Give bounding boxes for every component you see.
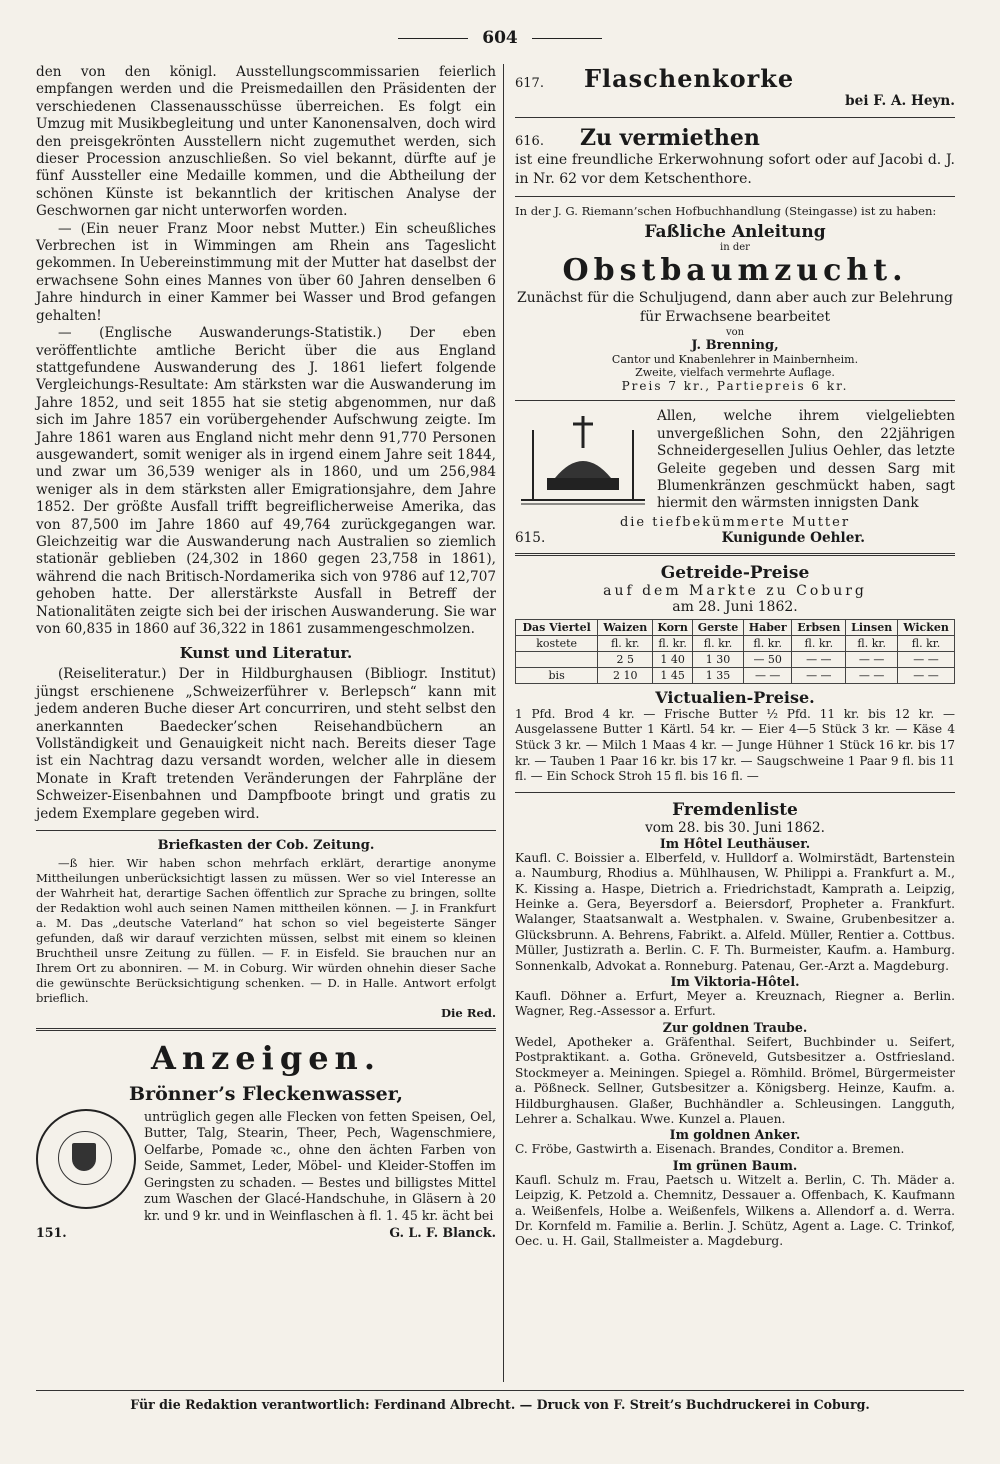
ad-617-title: Flaschenkorke	[583, 64, 795, 93]
table-cell: 2 10	[598, 667, 653, 683]
fremden-date: vom 28. bis 30. Juni 1862.	[645, 819, 825, 836]
table-header-cell: Gerste	[693, 619, 744, 635]
table-row	[516, 667, 955, 683]
victualien-title: Victualien-Preise.	[655, 687, 815, 707]
table-cell: 1 30	[693, 651, 744, 667]
right-column	[515, 64, 955, 1250]
ad-617	[515, 64, 955, 93]
divider	[515, 792, 955, 793]
briefkasten-signature: Die Red.	[440, 1006, 496, 1021]
divider	[515, 196, 955, 197]
left-column	[36, 64, 496, 1240]
table-header-cell: Wicken	[898, 619, 955, 635]
table-row	[516, 635, 955, 651]
broenner-seal-logo	[36, 1109, 136, 1209]
ad-616	[515, 125, 955, 151]
table-cell: — —	[898, 667, 955, 683]
table-cell: fl. kr.	[653, 635, 693, 651]
article-emigration: — (Englische Auswanderungs-Statistik.) Der eben veröffentlichte amtliche Bericht über die aus England stattgefundene Auswanderung des J. 1861 liefert folgende Vergleichungs-Resultate: Am stärksten war die Auswanderung im Jahre 1852, und seit 1855 hat sie stetig abgenommen, nur daß sich im Jahre 1857 ein vorübergehender Aufschwung zeigte. Im Jahre 1861 waren aus England nicht mehr denn 91,770 Personen ausgewandert, somit weniger als in irgend einem Jahre seit 1844, und zwar um 36,539 weniger als in 1860, und um 256,984 weniger als in dem stärksten aller Emigrationsjahre, dem Jahre 1852. Der größte Ausfall trifft begreiflicherweise Amerika, das von 87,500 im Jahre 1860 auf 49,764 zurückgegangen war. Gleichzeitig war die Auswanderung nach Australien so ziemlich stationär geblieben (24,302 in 1860 gegen 23,758 in 1861), während die nach Britisch-Nordamerika sich von 9786 auf 12,707 gehoben hatte. Der allerstärkste Ausfall in Betreff der Nationalitäten zeigte sich bei der irischen Auswanderung. Sie war von 60,835 in 1860 auf 36,322 in 1861 zusammengeschmolzen.	[36, 325, 496, 637]
divider	[515, 553, 955, 556]
hotel-name: Im Viktoria-Hôtel.	[670, 974, 800, 990]
thanks-signer: Kunigunde Oehler.	[721, 529, 865, 546]
page-number: 604	[0, 28, 1000, 48]
book-author-title: Cantor und Knabenlehrer in Mainbernheim.	[611, 353, 859, 367]
hotel-guests: C. Fröbe, Gastwirth a. Eisenach. Brandes, Conditor a. Bremen.	[515, 1142, 905, 1157]
table-cell: fl. kr.	[744, 635, 792, 651]
hotel-guests: Kaufl. C. Boissier a. Elberfeld, v. Hulldorf a. Wolmirstädt, Bartenstein a. Naumburg, Rhodius a. Mühlhausen, W. Philippi a. Frankfurt a. M., K. Kissing a. Haspe, Dietrich a. Friedrichstadt, Kamprath a. Leipzig, Heinke a. Gera, Beyersdorf a. Beiersdorf, Propheter a. Frankfurt. Walanger, Staatsanwalt a. Westphalen. v. Swaine, Grubenbesitzer a. Glücksbrunn. A. Behrens, Fabrikt. a. Alfeld. Müller, Rentier a. Cottbus. Müller, Justizrath a. Berlin. C. F. Th. Burmeister, Kaufm. a. Hamburg. Sonnenkalb, Advokat a. Ronneburg. Patenau, Ger.-Arzt a. Magdeburg.	[515, 850, 955, 973]
table-cell: kostete	[516, 635, 598, 651]
table-header-cell: Linsen	[846, 619, 898, 635]
fremden-title: Fremdenliste	[672, 799, 798, 820]
hotel-name: Zur goldnen Traube.	[662, 1019, 808, 1035]
broenner-footer	[36, 1225, 496, 1240]
table-body	[516, 635, 955, 683]
briefkasten-text: —ß hier. Wir haben schon mehrfach erklärt, derartige anonyme Mittheilungen unberücksichtigt lassen zu müssen. Wer so viel Interesse an der Wahrheit hat, derartige Sachen öffentlich zur Sprache zu bringen, sollte der Redaktion wohl auch seinen Namen mittheilen können. — J. in Frankfurt a. M. Das „deutsche Vaterland“ hat schon so viel begeisterte Sänger gefunden, daß wir darauf verzichten müssen, selbst mit einem so kleinen Bruchtheil unsre Zeitung zu füllen. — F. in Eisfeld. Sie brauchen nur an Ihrem Ort zu abonniren. — M. in Coburg. Wir würden ohnehin dieser Sache die gewünschte Berücksichtigung schenken. — D. in Halle. Antwort erfolgt brieflich.	[36, 856, 496, 1006]
hotel-name: Im goldnen Anker.	[669, 1127, 801, 1143]
thanks-ad	[515, 408, 955, 512]
hotel-name: Im Hôtel Leuthäuser.	[659, 835, 811, 851]
table-header-cell: Haber	[744, 619, 792, 635]
book-author: J. Brenning,	[691, 338, 779, 354]
table-header-cell: Erbsen	[792, 619, 846, 635]
book-von: von	[725, 327, 745, 339]
table-cell: 1 40	[653, 651, 693, 667]
book-title-line1: Faßliche Anleitung	[644, 222, 826, 243]
table-cell: — —	[846, 651, 898, 667]
table-cell	[516, 651, 598, 667]
broenner-text: untrüglich gegen alle Flecken von fetten Speisen, Oel, Butter, Talg, Stearin, Theer, Pech, Wagenschmiere, Oelfarbe, Pomade ꝛc., ohne den ächten Farben von Seide, Sammet, Leder, Möbel- und Kleider-Stoffen im Geringsten zu schaden. — Bestes und billigstes Mittel zum Waschen der Glacé-Handschuhe, in Gläsern à 20 kr. und 9 kr. und in Weinflaschen à fl. 1. 45 kr. ächt bei	[144, 1109, 496, 1223]
hotel-name: Im grünen Baum.	[672, 1157, 798, 1173]
ad-616-text: ist eine freundliche Erkerwohnung sofort oder auf Jacobi d. J. in Nr. 62 vor dem Ketschenthore.	[515, 152, 955, 188]
thanks-text: Allen, welche ihrem vielgeliebten unvergeßlichen Sohn, den 22jährigen Schneidergesellen Julius Oehler, das letzte Geleite gegeben und dessen Sarg mit Blumenkränzen geschmückt haben, sagt hiermit den wärmsten innigsten Dank	[657, 408, 955, 512]
table-cell: — —	[898, 651, 955, 667]
article-exhibition: den von den königl. Ausstellungscommissarien feierlich empfangen werden und die Preismedaillen den Präsidenten der verschiedenen Classenausschüsse überreichen. Es folgt ein Umzug mit Musikbegleitung und unter Kanonensalven, doch wird den preisgekrönten Ausstellern nicht zugemuthet werden, sich dieser Procession anzuschließen. So viel bekannt, dürfte auf je fünf Aussteller eine Medaille kommen, und die Abtheilung der schönen Künste ist bekanntlich der kritischen Analyse der Geschwornen gar nicht unterworfen worden.	[36, 64, 496, 220]
article-reiseliteratur: (Reiseliteratur.) Der in Hildburghausen (Bibliogr. Institut) jüngst erschienene „Schweizerführer v. Berlepsch“ kann mit jedem anderen Buche dieser Art concurriren, und steht selbst den anerkannten Baedecker’schen Reisehandbüchern an Vollständigkeit und Genauigkeit nicht nach. Bereits dieser Tage ist ein Nachtrag dazu versandt worden, welcher alle in diesem Monate in Kraft tretenden Veränderungen der Fahrpläne der Schweizer-Eisenbahnen und Dampfboote bringt und gratis zu jedem Exemplare gegeben wird.	[36, 666, 496, 822]
thanks-signature: die tiefbekümmerte Mutter	[619, 514, 851, 530]
table-cell: — —	[792, 651, 846, 667]
ad-number: 151.	[36, 1224, 67, 1240]
anzeigen-heading: Anzeigen.	[151, 1039, 381, 1078]
table-cell: 1 45	[653, 667, 693, 683]
book-edition: Zweite, vielfach vermehrte Auflage.	[635, 366, 835, 380]
broenner-ad	[36, 1109, 496, 1224]
table-cell: bis	[516, 667, 598, 683]
ad-616-title: Zu vermiethen	[579, 125, 760, 152]
grave-illustration	[515, 408, 651, 508]
thanks-footer	[515, 530, 955, 546]
table-cell: fl. kr.	[693, 635, 744, 651]
ad-617-seller: bei F. A. Heyn.	[845, 93, 955, 109]
hotel-guests: Wedel, Apotheker a. Gräfenthal. Seifert, Buchbinder u. Seifert, Postpraktikant. a. Gotha. Gröneveld, Gutsbesitzer a. Ostfriesland. Stockmeyer a. Meiningen. Spiegel a. Römhild. Brömel, Bürgermeister a. Pößneck. Sellner, Gutsbesitzer a. Königsberg. Heinze, Kaufm. a. Hildburghausen. Glaßer, Buchhändler a. Schleusingen. Langguth, Lehrer a. Schalkau. Wwe. Kunzel a. Plauen.	[515, 1034, 955, 1126]
table-header-row	[516, 619, 955, 635]
hotel-guests: Kaufl. Schulz m. Frau, Paetsch u. Witzelt a. Berlin, C. Th. Mäder a. Leipzig, K. Petzold a. Chemnitz, Dessauer a. Offenbach, K. Kaufmann a. Weißenfels, Holbe a. Weißenfels, Wilkens a. Allendorf a. d. Werra. Dr. Kornfeld m. Familie a. Berlin. J. Schütz, Agent a. Lage. C. Trinkof, Oec. u. H. Gail, Stallmeister a. Magdeburg.	[515, 1172, 955, 1249]
table-header-cell: Waizen	[598, 619, 653, 635]
broenner-seller: G. L. F. Blanck.	[389, 1224, 496, 1240]
book-price: Preis 7 kr., Partiepreis 6 kr.	[621, 379, 849, 394]
table-cell: 1 35	[693, 667, 744, 683]
table-cell: — —	[792, 667, 846, 683]
divider	[36, 1028, 496, 1031]
book-title-main: Obstbaumzucht.	[562, 253, 908, 289]
divider	[515, 400, 955, 401]
victualien-text: 1 Pfd. Brod 4 kr. — Frische Butter ½ Pfd. 11 kr. bis 12 kr. — Ausgelassene Butter 1 Kärtl. 54 kr. — Eier 4—5 Stück 3 kr. — Käse 4 Stück 3 kr. — Milch 1 Maas 4 kr. — Junge Hühner 1 Stück 16 kr. bis 17 kr. — Tauben 1 Paar 16 kr. bis 17 kr. — Saugschweine 1 Paar 9 fl. bis 11 fl. — Ein Schock Stroh 15 fl. bis 16 fl. —	[515, 706, 955, 784]
book-intro: In der J. G. Riemann’schen Hofbuchhandlung (Steingasse) ist zu haben:	[515, 204, 937, 219]
table-row	[516, 651, 955, 667]
table-cell: fl. kr.	[598, 635, 653, 651]
getreide-title: Getreide-Preise	[660, 562, 810, 583]
ad-number: 616.	[515, 134, 544, 150]
book-title-line2: in der	[720, 242, 750, 254]
hotel-list	[515, 836, 955, 1250]
table-cell: — 50	[744, 651, 792, 667]
divider	[515, 117, 955, 118]
page-footer: Für die Redaktion verantwortlich: Ferdinand Albrecht. — Druck von F. Streit’s Buchdruckerei in Coburg.	[36, 1390, 964, 1412]
table-cell: — —	[846, 667, 898, 683]
section-heading-briefkasten: Briefkasten der Cob. Zeitung.	[157, 838, 375, 854]
ad-number: 617.	[515, 76, 544, 91]
table-cell: 2 5	[598, 651, 653, 667]
grain-price-table	[515, 619, 955, 684]
getreide-date: am 28. Juni 1862.	[672, 598, 798, 615]
hotel-guests: Kaufl. Döhner a. Erfurt, Meyer a. Kreuznach, Riegner a. Berlin. Wagner, Reg.-Assessor a. Erfurt.	[515, 989, 955, 1019]
getreide-subtitle: auf dem Markte zu Coburg	[603, 582, 867, 599]
table-cell: — —	[744, 667, 792, 683]
article-franz-moor: — (Ein neuer Franz Moor nebst Mutter.) Ein scheußliches Verbrechen ist in Wimmingen am Rhein ans Tageslicht gekommen. In Uebereinstimmung mit der Mutter hat daselbst der erwachsene Sohn eines Mannes von über 60 Jahren denselben 6 Jahre hindurch in einer Kammer bei Wasser und Brod gefangen gehalten!	[36, 220, 496, 324]
table-cell: fl. kr.	[898, 635, 955, 651]
column-divider	[503, 64, 504, 1382]
table-header-cell: Korn	[653, 619, 693, 635]
divider	[36, 830, 496, 831]
book-subtitle: Zunächst für die Schuljugend, dann aber auch zur Belehrung für Erwachsene bearbeitet	[517, 290, 953, 326]
section-heading-kunst: Kunst und Literatur.	[179, 644, 353, 663]
broenner-title: Brönner’s Fleckenwasser,	[129, 1083, 403, 1106]
ad-number: 615.	[515, 529, 546, 546]
table-header-cell: Das Viertel	[516, 619, 598, 635]
table-cell: fl. kr.	[792, 635, 846, 651]
table-cell: fl. kr.	[846, 635, 898, 651]
